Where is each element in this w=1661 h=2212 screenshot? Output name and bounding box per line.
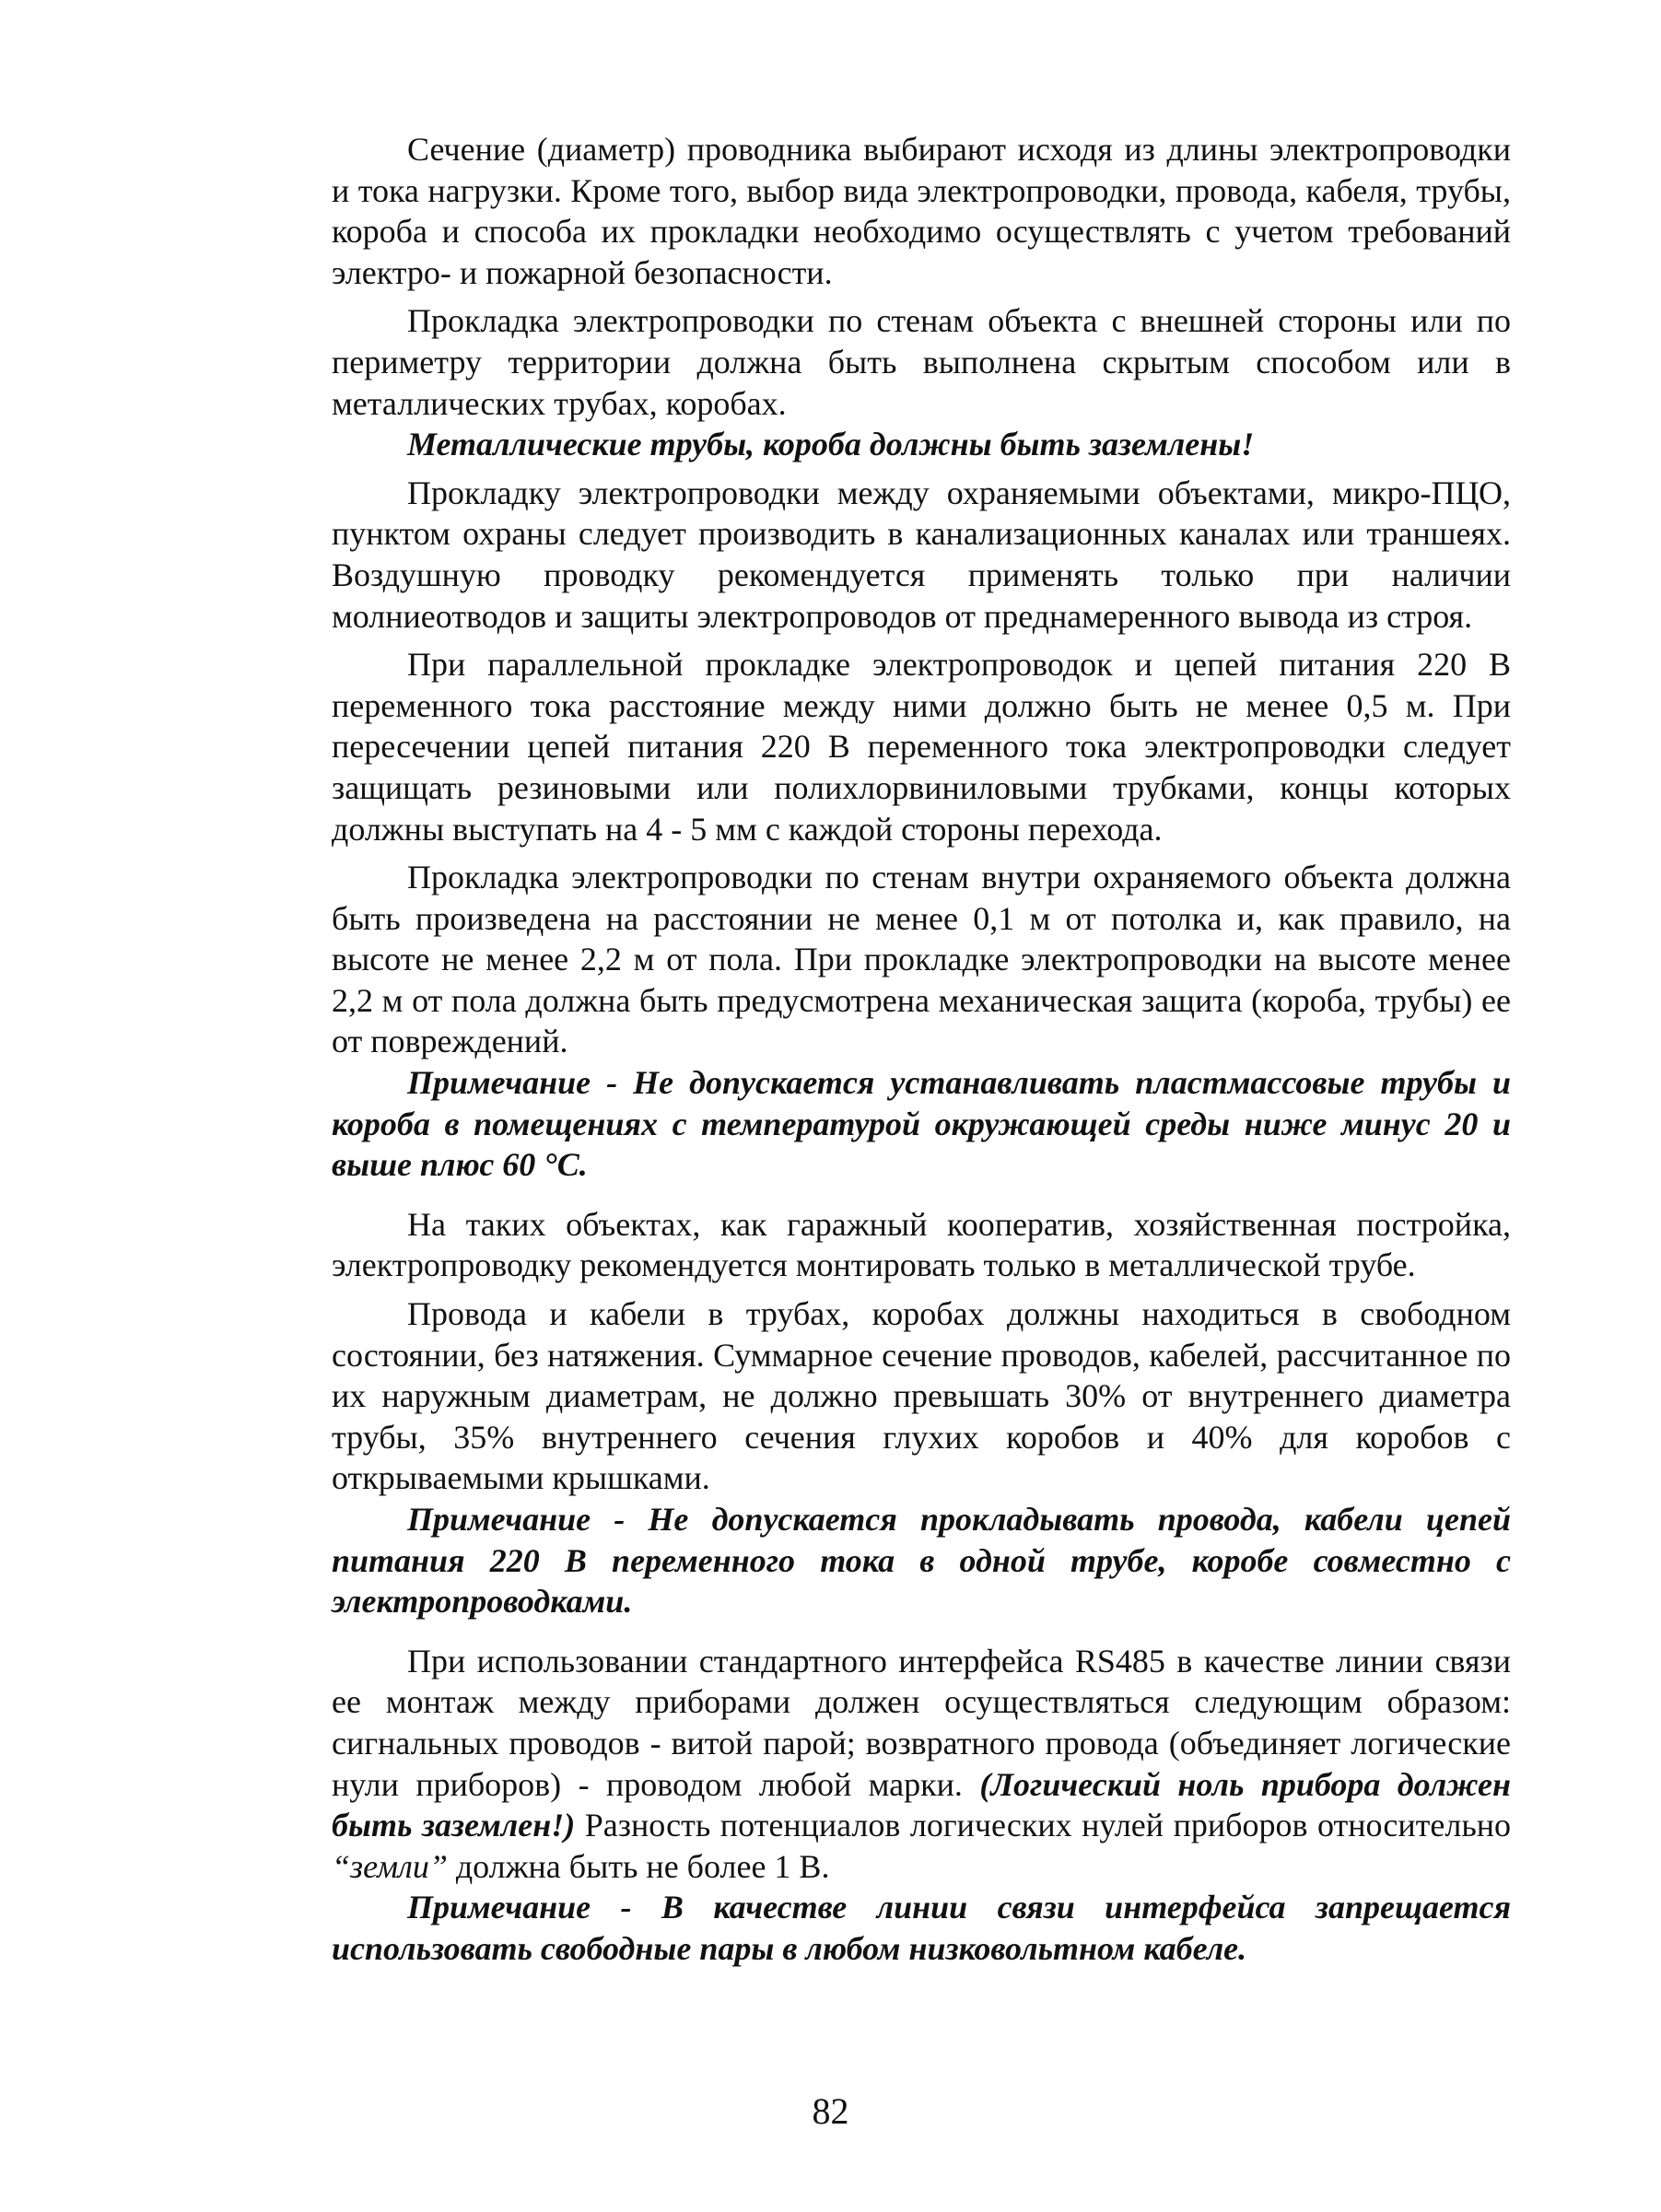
rs485-emphasis-earth: “земли” xyxy=(332,1847,448,1885)
rs485-text-part5: должна быть не более 1 В. xyxy=(447,1847,830,1885)
rs485-text-part3: Разность потенциалов логических нулей приборов относительно xyxy=(575,1807,1512,1844)
paragraph-rs485-interface xyxy=(332,1641,1511,1888)
paragraph-wires-in-tubes: Провода и кабели в трубах, коробах должны находиться в свободном состоянии, без натяжения. Суммарное сечение проводов, кабелей, рассчитанное по их наружным диаметрам, не должно превышать 30% от внутреннего диаметра трубы, 35% внутреннего сечения глухих коробов и 40% для коробов с открываемыми крышками. xyxy=(332,1295,1511,1497)
document-page xyxy=(332,129,1511,1970)
paragraph-conductor-cross-section: Сечение (диаметр) проводника выбирают исходя из длины электропроводки и тока нагрузки. Кроме того, выбор вида электропроводки, провода, кабеля, трубы, короба и способа их прокладки необходимо осуществлять с учетом требований электро- и пожарной безопасности. xyxy=(332,131,1511,291)
page-number: 82 xyxy=(812,2090,849,2132)
paragraph-exterior-wiring: Прокладка электропроводки по стенам объекта с внешней стороны или по периметру территории должна быть выполнена скрытым способом или в металлических трубах, коробах. xyxy=(332,302,1511,422)
note-same-tube-prohibited: Примечание - Не допускается прокладывать провода, кабели цепей питания 220 В переменного тока в одной трубе, коробе совместно с электропроводками. xyxy=(332,1501,1511,1621)
paragraph-wiring-between-objects: Прокладку электропроводки между охраняемыми объектами, микро-ПЦО, пунктом охраны следует производить в канализационных каналах или траншеях. Воздушную проводку рекомендуется применять только при наличии молниеотводов и защиты электропроводов от преднамеренного вывода из строя. xyxy=(332,474,1511,635)
rs485-text-part1: При использовании стандартного интерфейса RS485 в качестве линии связи ее монтаж между приборами должен осуществляться следующим образом: сигнальных проводов - витой парой; возвратного провода (объединяет логические нули приборов) - проводом любой марки. xyxy=(332,1642,1511,1803)
note-free-pairs-prohibited: Примечание - В качестве линии связи интерфейса запрещается использовать свободные пары в любом низковольтном кабеле. xyxy=(332,1889,1511,1967)
note-grounding-required: Металлические трубы, короба должны быть заземлены! xyxy=(407,426,1255,463)
paragraph-interior-wiring: Прокладка электропроводки по стенам внутри охраняемого объекта должна быть произведена на расстоянии не менее 0,1 м от потолка и, как правило, на высоте не менее 2,2 м от пола. При прокладке электропроводки на высоте менее 2,2 м от пола должна быть предусмотрена механическая защита (короба, трубы) ее от повреждений. xyxy=(332,859,1511,1060)
paragraph-parallel-wiring: При параллельной прокладке электропроводок и цепей питания 220 В переменного тока расстояние между ними должно быть не менее 0,5 м. При пересечении цепей питания 220 В переменного тока электропроводки следует защищать резиновыми или полихлорвиниловыми трубками, концы которых должны выступать на 4 - 5 мм с каждой стороны перехода. xyxy=(332,646,1511,848)
note-plastic-tubes: Примечание - Не допускается устанавливать пластмассовые трубы и короба в помещениях с температурой окружающей среды ниже минус 20 и выше плюс 60 °С. xyxy=(332,1064,1511,1184)
rs485-emphasis-logical-zero: (Логический ноль прибора должен быть заземлен!) xyxy=(332,1765,1512,1844)
paragraph-garage-wiring: На таких объектах, как гаражный кооператив, хозяйственная постройка, электропроводку рекомендуется монтировать только в металлической трубе. xyxy=(332,1205,1511,1284)
